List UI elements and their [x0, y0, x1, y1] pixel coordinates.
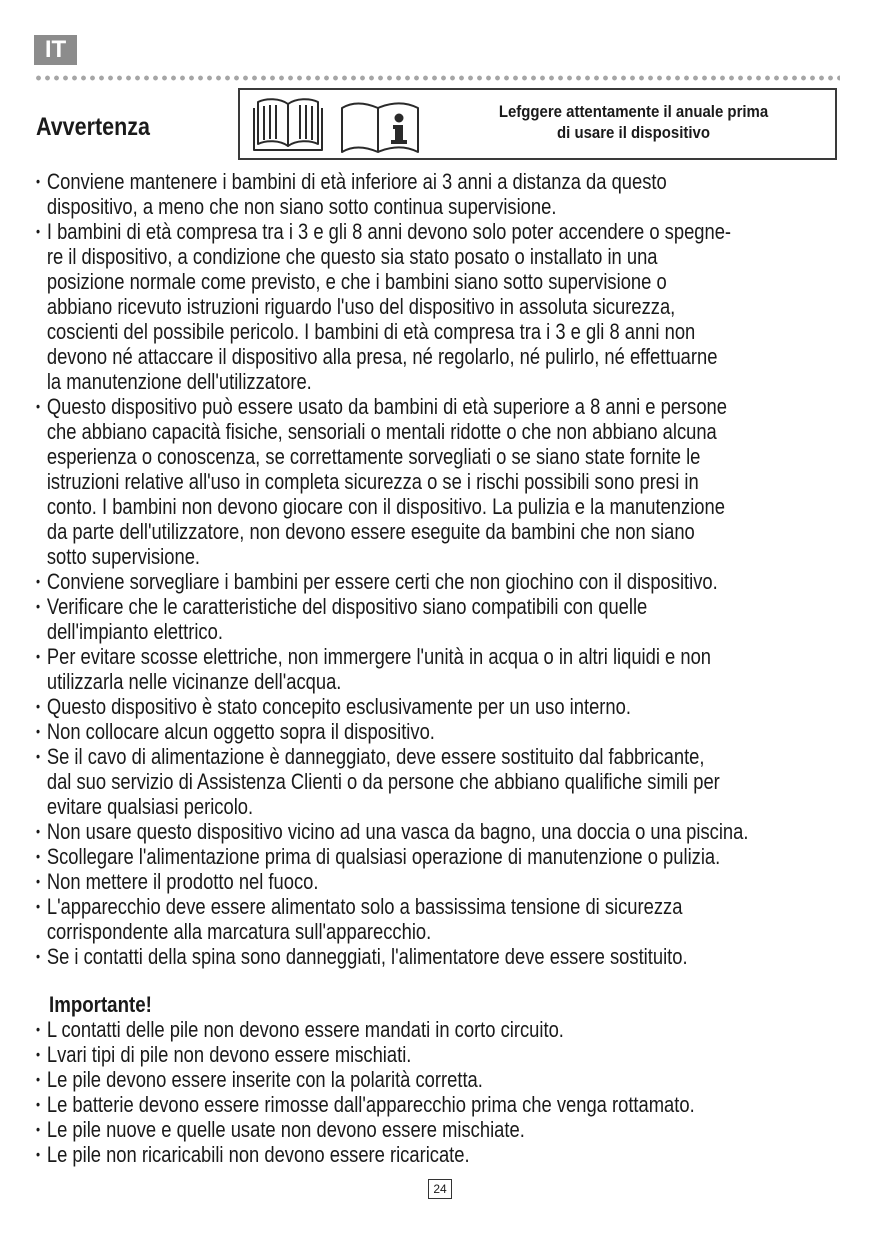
list-item-line: dell'impianto elettrico. — [46, 619, 223, 644]
list-item — [36, 169, 848, 219]
notice-line: di usare il dispositivo — [557, 123, 710, 142]
list-item-line: • Conviene mantenere i bambini di età inferiore ai 3 anni a distanza da questo — [46, 169, 667, 194]
list-item-line: sotto supervisione. — [46, 544, 201, 569]
list-item — [36, 1117, 848, 1142]
list-item-line: dal suo servizio di Assistenza Clienti o da persone che abbiano qualifiche simili per — [46, 769, 720, 794]
list-item-line: • Le batterie devono essere rimosse dall'apparecchio prima che venga rottamato. — [46, 1092, 695, 1117]
list-item-line: • Scollegare l'alimentazione prima di qualsiasi operazione di manutenzione o pulizia. — [46, 844, 721, 869]
list-item-line: utilizzarla nelle vicinanze dell'acqua. — [46, 669, 342, 694]
list-item-line: • Le pile nuove e quelle usate non devono essere mischiate. — [46, 1117, 525, 1142]
important-heading: Importante! — [49, 992, 152, 1017]
list-item-line: conto. I bambini non devono giocare con il dispositivo. La pulizia e la manutenzione — [46, 494, 725, 519]
list-item — [36, 719, 848, 744]
dotted-divider — [34, 75, 840, 81]
list-item — [36, 1067, 848, 1092]
list-item — [36, 894, 848, 944]
list-item-line: che abbiano capacità fisiche, sensoriali o mentali ridotte o che non abbiano alcuna — [46, 419, 717, 444]
list-item — [36, 1092, 848, 1117]
read-manual-notice — [238, 88, 837, 160]
language-tag: IT — [34, 35, 77, 65]
list-item-line: • Conviene sorvegliare i bambini per essere certi che non giochino con il dispositivo. — [46, 569, 718, 594]
list-item-line: • Non mettere il prodotto nel fuoco. — [46, 869, 319, 894]
page-number: 24 — [428, 1179, 452, 1199]
list-item-line: • L contatti delle pile non devono essere mandati in corto circuito. — [46, 1017, 564, 1042]
list-item-line: corrispondente alla marcatura sull'apparecchio. — [46, 919, 432, 944]
list-item-line: • Verificare che le caratteristiche del dispositivo siano compatibili con quelle — [46, 594, 648, 619]
list-item-line: • Se i contatti della spina sono danneggiati, l'alimentatore deve essere sostituito. — [46, 944, 688, 969]
list-item-line: • Lvari tipi di pile non devono essere mischiati. — [46, 1042, 412, 1067]
list-item-line: • Questo dispositivo è stato concepito esclusivamente per un uso interno. — [46, 694, 631, 719]
list-item-line: da parte dell'utilizzatore, non devono essere eseguite da bambini che non siano — [46, 519, 695, 544]
list-item-line: • Questo dispositivo può essere usato da bambini di età superiore a 8 anni e persone — [46, 394, 727, 419]
list-item — [36, 1142, 848, 1167]
section-title: Avvertenza — [36, 113, 150, 141]
list-item-line: • Non usare questo dispositivo vicino ad una vasca da bagno, una doccia o una piscina. — [46, 819, 749, 844]
list-item — [36, 844, 848, 869]
list-item-line: • Se il cavo di alimentazione è danneggiato, deve essere sostituito dal fabbricante, — [46, 744, 705, 769]
list-item — [36, 819, 848, 844]
warning-list — [36, 169, 875, 969]
list-item-line: devono né attaccare il dispositivo alla presa, né regolarlo, né pulirlo, né effettuarne — [46, 344, 718, 369]
list-item — [36, 694, 848, 719]
list-item-line: posizione normale come previsto, e che i bambini siano sotto supervisione o — [46, 269, 667, 294]
list-item-line: evitare qualsiasi pericolo. — [46, 794, 254, 819]
list-item-line: istruzioni relative all'uso in completa sicurezza o se i rischi possibili sono presi in — [46, 469, 699, 494]
battery-warning-list — [36, 1017, 875, 1167]
list-item-line: coscienti del possibile pericolo. I bambini di età compresa tra i 3 e gli 8 anni non — [46, 319, 696, 344]
list-item — [36, 1042, 848, 1067]
list-item — [36, 219, 848, 394]
notice-text — [460, 101, 808, 143]
notice-line: Lefggere attentamente il anuale prima — [498, 102, 769, 121]
list-item — [36, 744, 848, 819]
list-item-line: re il dispositivo, a condizione che questo sia stato posato o installato in una — [46, 244, 658, 269]
list-item-line: • Le pile devono essere inserite con la polarità corretta. — [46, 1067, 483, 1092]
list-item-line: abbiano ricevuto istruzioni riguardo l'uso del dispositivo in assoluta sicurezza, — [46, 294, 676, 319]
list-item — [36, 394, 848, 569]
list-item-line: • Non collocare alcun oggetto sopra il dispositivo. — [46, 719, 435, 744]
list-item-line: • Per evitare scosse elettriche, non immergere l'unità in acqua o in altri liquidi e non — [46, 644, 712, 669]
info-icon — [338, 94, 424, 156]
book-icon — [250, 94, 326, 156]
list-item — [36, 644, 848, 694]
list-item — [36, 1017, 848, 1042]
list-item-line: • L'apparecchio deve essere alimentato solo a bassissima tensione di sicurezza — [46, 894, 683, 919]
list-item-line: la manutenzione dell'utilizzatore. — [46, 369, 312, 394]
list-item-line: esperienza o conoscenza, se correttamente sorvegliati o se siano state fornite le — [46, 444, 701, 469]
list-item-line: • I bambini di età compresa tra i 3 e gli 8 anni devono solo poter accendere o spegne- — [46, 219, 732, 244]
list-item — [36, 869, 848, 894]
list-item-line: dispositivo, a meno che non siano sotto continua supervisione. — [46, 194, 557, 219]
list-item — [36, 594, 848, 644]
list-item — [36, 944, 848, 969]
list-item-line: • Le pile non ricaricabili non devono essere ricaricate. — [46, 1142, 470, 1167]
list-item — [36, 569, 848, 594]
